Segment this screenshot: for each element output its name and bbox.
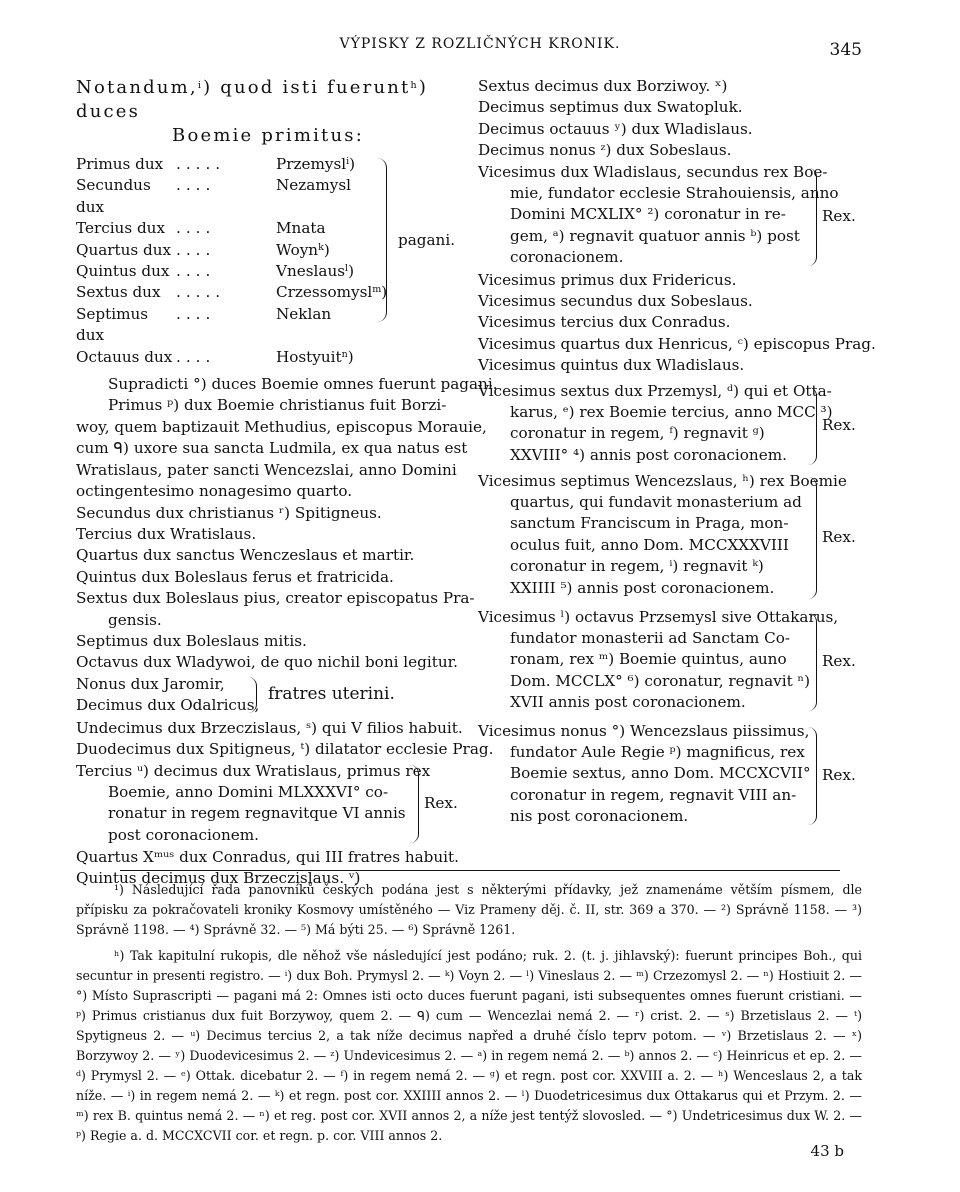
text-line: Quartus Xᵐᵘˢ dux Conradus, qui III fratres habuit. (76, 847, 459, 866)
footnote-mark: k (318, 241, 324, 253)
text-line: ronam, rex ᵐ) Boemie quintus, auno (510, 650, 787, 669)
duke-ordinal: Octauus dux (76, 347, 173, 366)
duke-name (276, 304, 460, 347)
rex-label: Rex. (424, 793, 458, 812)
footnotes (76, 880, 862, 1146)
text-line: mie, fundator ecclesie Strahouiensis, anno (510, 184, 839, 203)
duke-name (276, 154, 460, 175)
leader-dots: .... (176, 262, 216, 281)
text-line: Boemie sextus, anno Dom. MCCXCVII° (510, 764, 811, 783)
text-line: Quartus dux sanctus Wenczeslaus et martir. (76, 546, 415, 565)
text-line: Decimus septimus dux Swatopluk. (478, 98, 743, 117)
text-line: Tercius ᵘ) decimus dux Wratislaus, primus rex (76, 761, 431, 780)
text-line: Vicesimus nonus °) Wencezslaus piissimus, (478, 721, 810, 740)
duke-name (276, 347, 460, 368)
signature-mark: 43 b (810, 1142, 844, 1160)
leader-dots: .... (176, 240, 216, 259)
duke-ordinal: Septimus dux (76, 304, 149, 345)
pagan-dukes-list (76, 154, 460, 368)
rex-group (76, 761, 460, 847)
leader-dots: ..... (176, 155, 226, 173)
text-line: gem, ᵃ) regnavit quatuor annis ᵇ) post (510, 226, 800, 245)
duke-row (76, 175, 460, 218)
rex-label: Rex. (822, 765, 856, 784)
duke-name (276, 282, 460, 303)
heading-line-1: Notandum,$^i$) quod isti fuerunt$^h$) duces (76, 77, 429, 122)
text-line: Vicesimus septimus Wencezslaus, ʰ) rex Boemie (478, 471, 847, 490)
page-number: 345 (829, 40, 862, 60)
duke-ordinal: Primus dux (76, 155, 164, 173)
duke-name-text: Hostyuit (276, 347, 342, 366)
duke-name-text: Mnata (276, 219, 326, 238)
footnote-mark: m (372, 284, 382, 296)
footnote-paragraph: ¹) Následující řada panovníků českých podána jest s některými přídavky, jež znamenáme větším písmem, dle přípisku za pokračovateli kroniky Kosmovy umístěného — Viz Prameny děj. č. II, str. 369 a 370. — ²) Správně 1158. — ³) Správně 1198. — ⁴) Správně 32. — ⁵) Má býti 25. — ⁶) Správně 1261. (76, 882, 862, 937)
text-line: Vicesimus quartus dux Henricus, ᶜ) episcopus Prag. (478, 334, 876, 353)
duke-row (76, 304, 460, 347)
duke-name-text: Nezamysl (276, 176, 351, 195)
text-line: Quintus dux Boleslaus ferus et fratricida. (76, 567, 394, 586)
brace (808, 477, 817, 599)
leader-dots: .... (176, 176, 216, 195)
text-line: Dom. MCCLX° ⁶) coronatur, regnavit ⁿ) (510, 671, 811, 690)
leader-dots: .... (176, 304, 216, 323)
text-line: Tercius dux Wratislaus. (76, 524, 257, 543)
text-line: Septimus dux Boleslaus mitis. (76, 631, 307, 650)
text-line: Vicesimus dux Wladislaus, secundus rex Boe- (478, 162, 828, 181)
footnote-close: ) (381, 283, 388, 302)
duke-name (276, 175, 460, 218)
footnote-mark: n (341, 348, 348, 360)
duke-name-text: Vneslaus (276, 262, 346, 281)
rex-label: Rex. (822, 527, 856, 546)
rex-group (478, 607, 868, 717)
duke-row (76, 282, 460, 303)
text-line: Vicesimus quintus dux Wladislaus. (478, 356, 745, 375)
footnote-paragraph: ʰ) Tak kapitulní rukopis, dle něhož vše následující jest podáno; ruk. 2. (t. j. jihlavský): fuerunt principes Boh., qui secuntur in presenti registro. — ⁱ) dux Boh. Prymysl 2. — ᵏ) Voyn 2. — ˡ) Vineslaus 2. — ᵐ) Crzezomysl 2. — ⁿ) Hostiuit 2. — °) Místo Suprascripti — pagani má 2: Omnes isti octo duces fuerunt pagani, isti subsequentes omnes fuerunt cristiani. — ᵖ) Primus cristianus dux fuit Borzywoy, quem 2. — ᑫ) cum — Wencezlai nemá 2. — ʳ) crist. 2. — ˢ) Brzetislaus 2. — ᵗ) Spytigneus 2. — ᵘ) Decimus tercius 2, a tak níže decimus napřed a druhé číslo teprv potom. — ᵛ) Brzetislaus 2. — ˣ) Borzywoy 2. — ʸ) Duodevicesimus 2. — ᶻ) Undevicesimus 2. — ᵃ) in regem nemá 2. — ᵇ) annos 2. — ᶜ) Heinricus et ep. 2. — ᵈ) Prymysl 2. — ᵉ) Ottak. dicebatur 2. — ᶠ) in regem nemá 2. — ᵍ) et regn. post cor. XXVIII a. 2. — ʰ) Wenceslaus 2, a tak níže. — ⁱ) in regem nemá 2. — ᵏ) et regn. post cor. XXIIII annos 2. — ˡ) Duodetricesimus dux Ottakarus qui et Przym. 2. — ᵐ) rex B. quintus nemá 2. — ⁿ) et reg. post cor. XVII annos 2, a níže jest tentýž slovosled. — °) Undetricesimus dux W. 2. — ᵖ) Regie a. d. MCCXCVII cor. et regn. p. cor. VIII annos 2. (76, 948, 862, 1143)
left-text-block (76, 374, 498, 674)
text-line: sanctum Franciscum in Praga, mon- (510, 514, 789, 533)
duke-name (276, 261, 460, 282)
text-line: quartus, qui fundavit monasterium ad (510, 493, 802, 512)
text-line: fundator Aule Regie ᵖ) magnificus, rex (510, 743, 805, 762)
text-line: Primus ᵖ) dux Boemie christianus fuit Borzi- (108, 396, 447, 415)
leader-dots: ..... (176, 283, 226, 302)
rex-label: Rex. (822, 415, 856, 434)
text-line: Supradicti °) duces Boemie omnes fuerunt pagani. (108, 375, 498, 394)
fratres-label: fratres uterini. (268, 683, 395, 704)
heading-line-2: Boemie primitus: (172, 125, 364, 146)
text-line: coronatur in regem, ᶠ) regnavit ᵍ) (510, 424, 765, 443)
text-line: Vicesimus sextus dux Przemysl, ᵈ) qui et Otta- (478, 381, 832, 400)
rex-group (478, 471, 868, 603)
text-line: XVII annis post coronacionem. (510, 693, 746, 712)
brace (808, 387, 817, 465)
left-column (76, 76, 498, 889)
text-line: post coronacionem. (108, 825, 259, 844)
text-line: XXVIII° ⁴) annis post coronacionem. (510, 445, 787, 464)
text-line: Vicesimus tercius dux Conradus. (478, 313, 731, 332)
duke-name-text: Crzessomysl (276, 283, 373, 302)
duke-name-text: Przemysl (276, 155, 347, 173)
text-line: coronatur in regem, regnavit VIII an- (510, 785, 797, 804)
rex-group (478, 162, 868, 270)
brace (248, 677, 257, 713)
text-line: XXIIII ⁵) annis post coronacionem. (510, 578, 775, 597)
running-head: VÝPISKY Z ROZLIČNÝCH KRONIK. (339, 36, 621, 52)
duke-ordinal: Secundus dux (76, 176, 151, 216)
text-line: Octavus dux Wladywoi, de quo nichil boni legitur. (76, 653, 459, 672)
text-line: Secundus dux christianus ʳ) Spitigneus. (76, 503, 382, 522)
rex-label: Rex. (822, 206, 856, 225)
rex-group (478, 721, 868, 831)
brace (808, 727, 817, 825)
text-line: karus, ᵉ) rex Boemie tercius, anno MCC ³) (510, 403, 833, 422)
leader-dots: .... (176, 347, 216, 366)
footnote-close: ) (323, 240, 330, 259)
right-text-block (478, 76, 868, 162)
fratres-line: Decimus dux Odalricus, (76, 696, 260, 715)
right-column (478, 76, 876, 831)
text-line: Decimus nonus ᶻ) dux Sobeslaus. (478, 141, 732, 160)
text-line: woy, quem baptizauit Methudius, episcopus Morauie, (76, 417, 487, 436)
text-line: Boemie, anno Domini MLXXXVI° co- (108, 782, 389, 801)
duke-name-text: Neklan (276, 304, 332, 323)
text-line: Sextus dux Boleslaus pius, creator episcopatus Pra- (76, 589, 475, 608)
fratres-line: Nonus dux Jaromir, (76, 674, 225, 693)
text-line: Vicesimus primus dux Fridericus. (478, 270, 737, 289)
duke-name-text: Woyn (276, 240, 319, 259)
duke-ordinal: Tercius dux (76, 219, 166, 238)
text-line: octingentesimo nonagesimo quarto. (76, 482, 353, 501)
text-line: Sextus decimus dux Borziwoy. ˣ) (478, 77, 728, 95)
text-line: Decimus octauus ʸ) dux Wladislaus. (478, 119, 753, 138)
footnote-close: ) (347, 347, 354, 366)
pagani-label: pagani. (398, 231, 456, 249)
text-line: Quintus decimus dux Brzeczislaus. ᵛ) (76, 868, 361, 887)
brace (410, 765, 419, 843)
text-line: Wratislaus, pater sancti Wencezslai, anno Domini (76, 460, 457, 479)
left-text-block-2 (76, 718, 494, 761)
duke-row (76, 154, 460, 175)
text-line: ronatur in regem regnavitque VI annis (108, 804, 406, 823)
duke-row (76, 261, 460, 282)
text-line: Vicesimus ˡ) octavus Przsemysl sive Ottakarus, (478, 607, 839, 626)
text-line: Undecimus dux Brzeczislaus, ˢ) qui V filios habuit. (76, 718, 463, 737)
fratres-group (76, 674, 460, 718)
text-line: Domini MCXLIX° ²) coronatur in re- (510, 205, 786, 224)
footnote-close: ) (349, 155, 356, 173)
text-line: oculus fuit, anno Dom. MCCXXXVIII (510, 535, 789, 554)
text-line: coronacionem. (510, 248, 624, 267)
text-line: nis post coronacionem. (510, 807, 689, 826)
duke-ordinal: Sextus dux (76, 283, 161, 302)
text-line: coronatur in regem, ⁱ) regnavit ᵏ) (510, 557, 764, 576)
text-line: cum ᑫ) uxore sua sancta Ludmila, ex qua natus est (76, 439, 468, 458)
duke-ordinal: Quintus dux (76, 262, 170, 281)
rex-group (478, 381, 868, 469)
text-line: Duodecimus dux Spitigneus, ᵗ) dilatator ecclesie Prag. (76, 740, 494, 759)
right-text-block-2 (478, 270, 876, 377)
rex-label: Rex. (822, 651, 856, 670)
brace (808, 168, 817, 266)
footnote-separator (120, 870, 840, 871)
duke-row (76, 347, 460, 368)
brace (376, 158, 387, 322)
footnote-mark: i (346, 156, 350, 167)
text-line: Vicesimus secundus dux Sobeslaus. (478, 292, 753, 311)
text-line: gensis. (108, 610, 162, 629)
duke-ordinal: Quartus dux (76, 240, 172, 259)
footnote-mark: l (345, 263, 349, 275)
footnote-close: ) (348, 262, 355, 281)
brace (808, 613, 817, 711)
leader-dots: .... (176, 219, 216, 238)
text-line: fundator monasterii ad Sanctam Co- (510, 629, 790, 648)
